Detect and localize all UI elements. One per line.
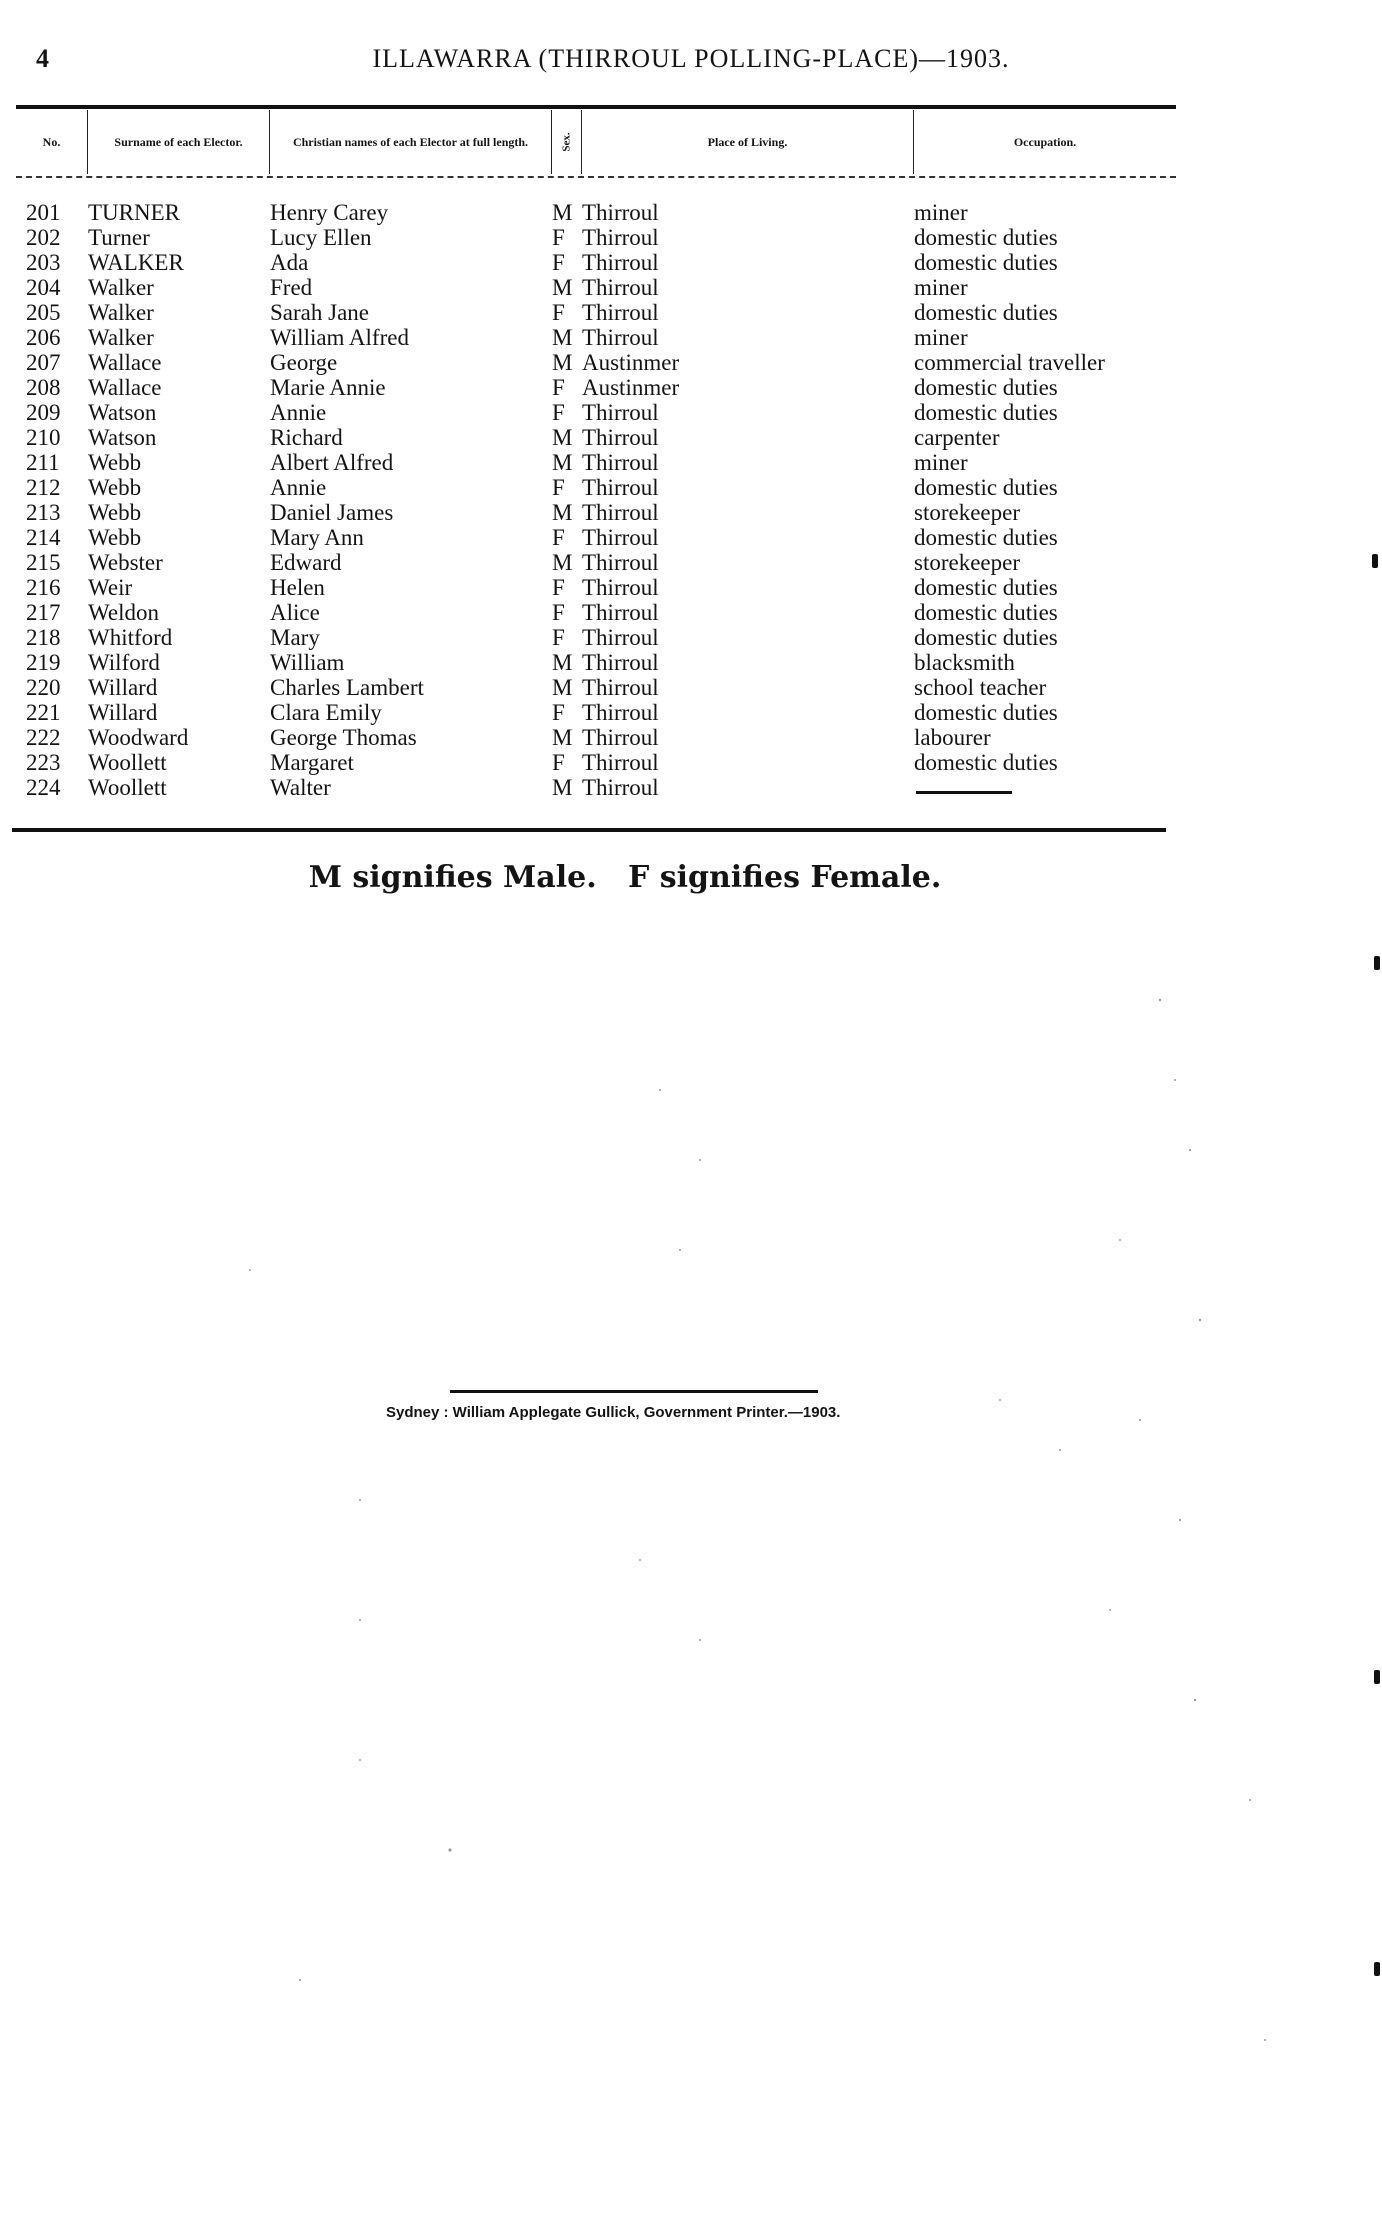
- header-occupation: Occupation.: [1013, 135, 1077, 149]
- row-surname: Weir: [88, 575, 133, 600]
- row-christian-names: Mary: [270, 625, 320, 650]
- row-sex: F: [552, 600, 565, 625]
- row-occupation: storekeeper: [914, 500, 1020, 525]
- row-surname: Webster: [88, 550, 163, 575]
- row-number: 220: [26, 675, 61, 700]
- row-surname: Wallace: [88, 375, 162, 400]
- row-number: 221: [26, 700, 61, 725]
- row-place-of-living: Thirroul: [582, 225, 659, 250]
- row-place-of-living: Thirroul: [582, 725, 659, 750]
- row-christian-names: Albert Alfred: [270, 450, 394, 475]
- row-place-of-living: Thirroul: [582, 525, 659, 550]
- row-place-of-living: Thirroul: [582, 550, 659, 575]
- row-occupation: domestic duties: [914, 475, 1058, 500]
- row-occupation: blacksmith: [914, 650, 1015, 675]
- row-place-of-living: Thirroul: [582, 250, 659, 275]
- row-number: 207: [26, 350, 61, 375]
- row-surname: Woollett: [88, 750, 167, 775]
- row-number: 219: [26, 650, 61, 675]
- row-place-of-living: Austinmer: [582, 350, 680, 375]
- row-number: 217: [26, 600, 61, 625]
- row-number: 202: [26, 225, 61, 250]
- row-surname: Turner: [88, 225, 150, 250]
- row-sex: M: [552, 350, 573, 375]
- row-occupation: miner: [914, 325, 968, 350]
- row-sex: F: [552, 250, 565, 275]
- row-sex: M: [552, 275, 573, 300]
- row-sex: F: [552, 750, 565, 775]
- row-surname: TURNER: [88, 200, 180, 225]
- row-christian-names: Fred: [270, 275, 313, 300]
- row-number: 211: [26, 450, 60, 475]
- row-occupation: commercial traveller: [914, 350, 1105, 375]
- row-sex: F: [552, 300, 565, 325]
- row-occupation: miner: [914, 450, 968, 475]
- row-christian-names: Daniel James: [270, 500, 394, 525]
- row-occupation: domestic duties: [914, 600, 1058, 625]
- row-christian-names: Charles Lambert: [270, 675, 424, 700]
- row-number: 201: [26, 200, 61, 225]
- row-surname: Woodward: [88, 725, 189, 750]
- row-christian-names: William: [270, 650, 345, 675]
- row-place-of-living: Thirroul: [582, 300, 659, 325]
- row-sex: F: [552, 400, 565, 425]
- header-christian-names: Christian names of each Elector at full length.: [270, 110, 552, 174]
- row-number: 215: [26, 550, 61, 575]
- row-place-of-living: Thirroul: [582, 575, 659, 600]
- row-number: 224: [26, 775, 61, 800]
- row-occupation: domestic duties: [914, 250, 1058, 275]
- row-surname: Willard: [88, 675, 158, 700]
- row-place-of-living: Thirroul: [582, 400, 659, 425]
- row-sex: F: [552, 525, 565, 550]
- row-sex: M: [552, 500, 573, 525]
- row-occupation: domestic duties: [914, 400, 1058, 425]
- row-christian-names: Annie: [270, 475, 327, 500]
- row-place-of-living: Thirroul: [582, 325, 659, 350]
- row-number: 206: [26, 325, 61, 350]
- row-number: 222: [26, 725, 61, 750]
- row-sex: F: [552, 575, 565, 600]
- row-surname: Wallace: [88, 350, 162, 375]
- row-place-of-living: Thirroul: [582, 500, 659, 525]
- row-sex: F: [552, 475, 565, 500]
- header-surname: Surname of each Elector.: [88, 110, 270, 174]
- row-christian-names: Lucy Ellen: [270, 225, 372, 250]
- row-place-of-living: Thirroul: [582, 650, 659, 675]
- row-number: 223: [26, 750, 61, 775]
- row-number: 216: [26, 575, 61, 600]
- row-occupation: school teacher: [914, 675, 1047, 700]
- row-sex: M: [552, 650, 573, 675]
- row-number: 212: [26, 475, 61, 500]
- row-christian-names: Walter: [270, 775, 331, 800]
- row-occupation: miner: [914, 200, 968, 225]
- row-number: 218: [26, 625, 61, 650]
- row-sex: M: [552, 675, 573, 700]
- row-place-of-living: Thirroul: [582, 425, 659, 450]
- row-christian-names: Mary Ann: [270, 525, 364, 550]
- row-place-of-living: Thirroul: [582, 750, 659, 775]
- row-christian-names: George Thomas: [270, 725, 417, 750]
- row-christian-names: Sarah Jane: [270, 300, 369, 325]
- row-place-of-living: Thirroul: [582, 475, 659, 500]
- row-occupation: domestic duties: [914, 625, 1058, 650]
- row-place-of-living: Thirroul: [582, 775, 659, 800]
- row-christian-names: Annie: [270, 400, 327, 425]
- row-place-of-living: Thirroul: [582, 700, 659, 725]
- row-christian-names: Alice: [270, 600, 320, 625]
- row-surname: Weldon: [88, 600, 159, 625]
- row-sex: M: [552, 550, 573, 575]
- row-place-of-living: Austinmer: [582, 375, 680, 400]
- row-place-of-living: Thirroul: [582, 675, 659, 700]
- row-christian-names: Richard: [270, 425, 343, 450]
- row-place-of-living: Thirroul: [582, 600, 659, 625]
- row-sex: M: [552, 325, 573, 350]
- row-number: 205: [26, 300, 61, 325]
- row-surname: Walker: [88, 275, 154, 300]
- row-christian-names: Edward: [270, 550, 342, 575]
- row-surname: Webb: [88, 450, 142, 475]
- row-occupation: domestic duties: [914, 225, 1058, 250]
- row-place-of-living: Thirroul: [582, 200, 659, 225]
- row-christian-names: George: [270, 350, 338, 375]
- row-surname: Watson: [88, 400, 157, 425]
- header-no: No.: [16, 110, 88, 174]
- row-place-of-living: Thirroul: [582, 625, 659, 650]
- row-number: 203: [26, 250, 61, 275]
- row-surname: Watson: [88, 425, 157, 450]
- row-sex: F: [552, 625, 565, 650]
- row-surname: Webb: [88, 500, 142, 525]
- row-sex: F: [552, 375, 565, 400]
- row-occupation: labourer: [914, 725, 991, 750]
- row-surname: Willard: [88, 700, 158, 725]
- header-sex-label: Sex.: [560, 132, 573, 152]
- row-number: 204: [26, 275, 61, 300]
- row-christian-names: William Alfred: [270, 325, 409, 350]
- row-place-of-living: Thirroul: [582, 450, 659, 475]
- row-christian-names: Helen: [270, 575, 325, 600]
- row-occupation: domestic duties: [914, 525, 1058, 550]
- row-surname: Webb: [88, 525, 142, 550]
- row-sex: M: [552, 775, 573, 800]
- row-occupation: miner: [914, 275, 968, 300]
- row-sex: F: [552, 225, 565, 250]
- row-number: 213: [26, 500, 61, 525]
- row-christian-names: Margaret: [270, 750, 354, 775]
- row-surname: Walker: [88, 325, 154, 350]
- row-christian-names: Henry Carey: [270, 200, 389, 225]
- sex-legend: M signifies Male. F signifies Female.: [308, 860, 942, 895]
- row-occupation: domestic duties: [914, 750, 1058, 775]
- row-number: 214: [26, 525, 61, 550]
- printer-imprint: Sydney : William Applegate Gullick, Government Printer.—1903.: [386, 1404, 841, 1421]
- row-surname: Wilford: [88, 650, 160, 675]
- row-christian-names: Clara Emily: [270, 700, 382, 725]
- row-number: 210: [26, 425, 61, 450]
- row-surname: Webb: [88, 475, 142, 500]
- row-occupation: domestic duties: [914, 700, 1058, 725]
- row-surname: Woollett: [88, 775, 167, 800]
- row-sex: M: [552, 450, 573, 475]
- row-occupation: storekeeper: [914, 550, 1020, 575]
- row-number: 208: [26, 375, 61, 400]
- row-place-of-living: Thirroul: [582, 275, 659, 300]
- row-christian-names: Marie Annie: [270, 375, 386, 400]
- row-number: 209: [26, 400, 61, 425]
- row-surname: Walker: [88, 300, 154, 325]
- row-sex: M: [552, 200, 573, 225]
- row-surname: Whitford: [88, 625, 173, 650]
- row-sex: F: [552, 700, 565, 725]
- page-title: ILLAWARRA (THIRROUL POLLING-PLACE)—1903.: [372, 44, 1010, 73]
- row-occupation: domestic duties: [914, 575, 1058, 600]
- row-christian-names: Ada: [270, 250, 309, 275]
- page-number: 4: [36, 44, 49, 73]
- row-sex: M: [552, 425, 573, 450]
- row-occupation: carpenter: [914, 425, 1000, 450]
- header-place: Place of Living.: [582, 110, 914, 174]
- row-occupation: domestic duties: [914, 300, 1058, 325]
- row-surname: WALKER: [88, 250, 184, 275]
- row-occupation: domestic duties: [914, 375, 1058, 400]
- row-sex: M: [552, 725, 573, 750]
